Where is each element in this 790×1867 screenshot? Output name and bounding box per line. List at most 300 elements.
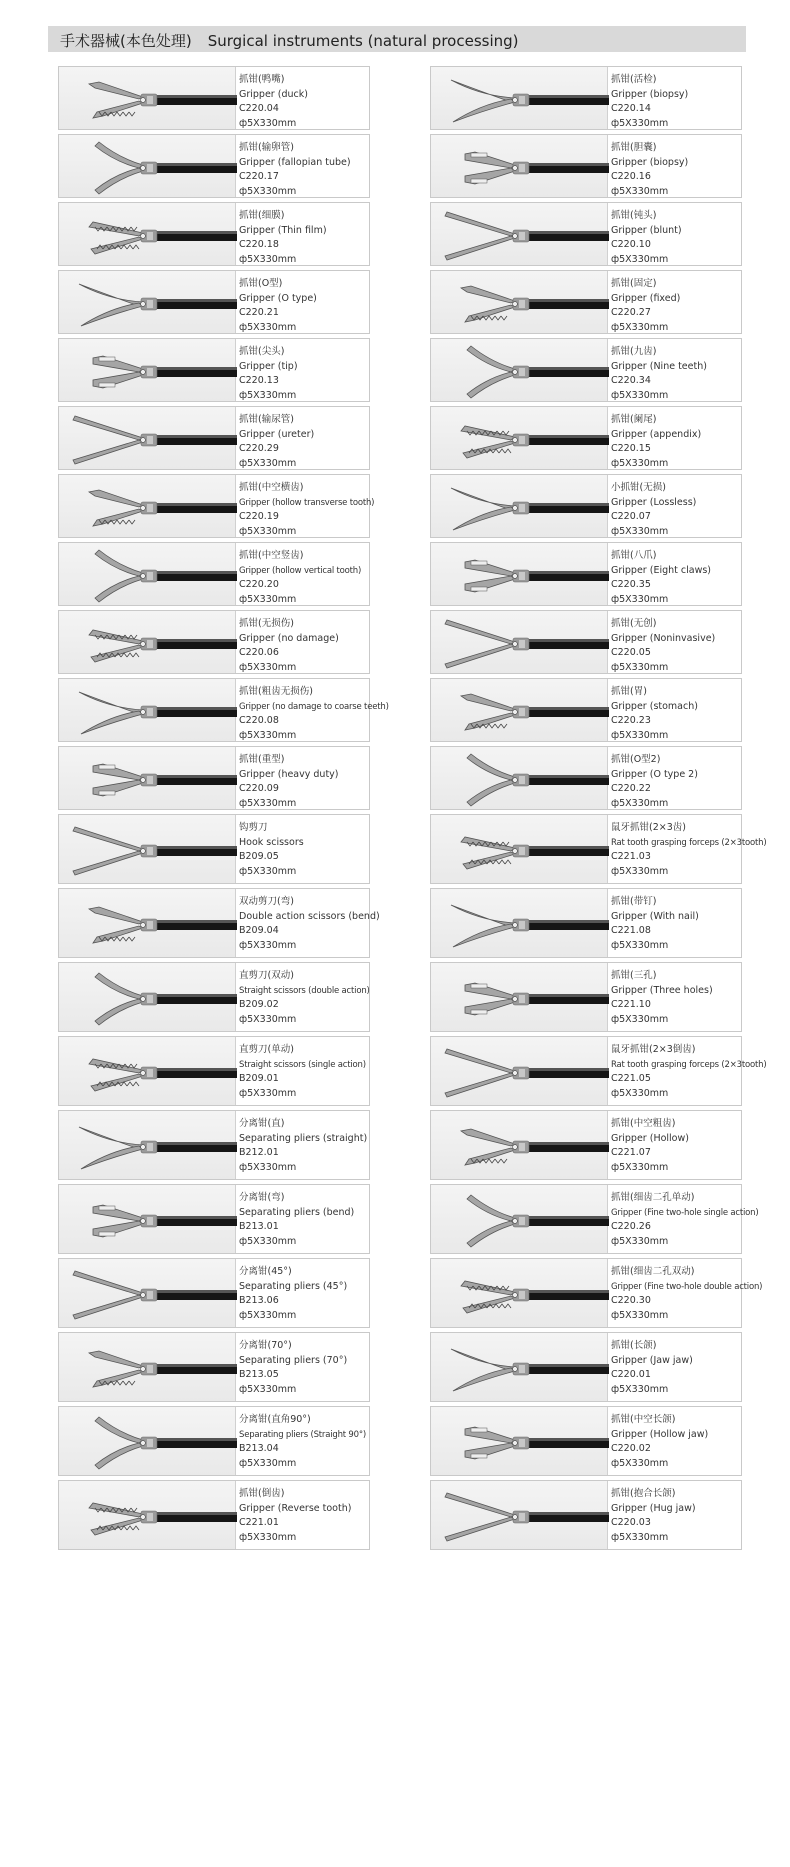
instrument-image: [431, 1407, 607, 1475]
instrument-image: [59, 889, 235, 957]
instrument-card: [58, 406, 370, 470]
instrument-info: [239, 73, 367, 131]
instrument-size: ф5X330mm: [239, 939, 297, 951]
instrument-card: [430, 1036, 767, 1106]
instrument-photo: [59, 67, 236, 129]
instrument-info: [611, 685, 739, 743]
instrument-name-english: Straight scissors (double action): [239, 985, 370, 996]
instrument-card: [430, 962, 742, 1032]
instrument-name-english: Gripper (Hug jaw): [611, 1502, 696, 1514]
instrument-name-english: Gripper (biopsy): [611, 88, 689, 100]
instrument-info: [239, 821, 367, 879]
instrument-code: C220.30: [611, 1295, 651, 1306]
instrument-photo: [431, 271, 608, 333]
instrument-code: B213.06: [239, 1295, 279, 1306]
instrument-name-chinese: 抓钳(无创): [611, 618, 657, 629]
instrument-photo: [431, 135, 608, 197]
instrument-card: [58, 1480, 370, 1550]
instrument-card: [430, 338, 742, 402]
instrument-card: [430, 746, 742, 810]
instrument-name-chinese: 抓钳(粗齿无损伤): [239, 686, 313, 697]
instrument-card: [430, 270, 742, 334]
instrument-image: [431, 543, 607, 605]
instrument-size: ф5X330mm: [239, 117, 297, 129]
instrument-code: C220.02: [611, 1443, 651, 1454]
instrument-card: [430, 474, 742, 538]
instrument-code: C220.09: [239, 783, 279, 794]
instrument-code: B209.01: [239, 1073, 279, 1084]
instrument-photo: [431, 1481, 608, 1549]
instrument-name-english: Rat tooth grasping forceps (2×3tooth): [611, 837, 767, 848]
instrument-code: C220.13: [239, 375, 279, 386]
instrument-code: C221.10: [611, 999, 651, 1010]
instrument-name-chinese: 鼠牙抓钳(2×3倒齿): [611, 1044, 696, 1055]
instrument-code: C220.23: [611, 715, 651, 726]
instrument-name-english: Gripper (ureter): [239, 428, 315, 440]
instrument-photo: [431, 1333, 608, 1401]
instrument-photo: [431, 407, 608, 469]
instrument-code: C220.19: [239, 511, 279, 522]
instrument-photo: [431, 747, 608, 809]
instrument-name-chinese: 抓钳(输尿管): [239, 414, 294, 425]
instrument-photo: [59, 407, 236, 469]
instrument-size: ф5X330mm: [239, 457, 297, 469]
instrument-name-english: Hook scissors: [239, 836, 304, 848]
instrument-photo: [431, 815, 608, 883]
instrument-name-chinese: 抓钳(输卵管): [239, 142, 294, 153]
instrument-size: ф5X330mm: [239, 1383, 297, 1395]
instrument-size: ф5X330mm: [611, 1161, 669, 1173]
instrument-image: [59, 1407, 235, 1475]
instrument-card: [430, 134, 742, 198]
instrument-size: ф5X330mm: [611, 1087, 669, 1099]
instrument-size: ф5X330mm: [239, 321, 297, 333]
instrument-size: ф5X330mm: [611, 593, 669, 605]
instrument-image: [431, 747, 607, 809]
instrument-code: C220.03: [611, 1517, 651, 1528]
instrument-info: [611, 1487, 739, 1545]
instrument-info: [611, 1265, 763, 1323]
section-title: [60, 30, 519, 51]
instrument-card: [58, 610, 370, 674]
instrument-name-chinese: 抓钳(三孔): [611, 970, 657, 981]
instrument-info: [239, 481, 375, 539]
instrument-size: ф5X330mm: [611, 661, 669, 673]
instrument-name-english: Separating pliers (45°): [239, 1280, 348, 1292]
instrument-card: [430, 678, 742, 742]
instrument-size: ф5X330mm: [611, 253, 669, 265]
instrument-photo: [431, 203, 608, 265]
instrument-code: B213.05: [239, 1369, 279, 1380]
instrument-info: [611, 1339, 739, 1397]
instrument-image: [59, 203, 235, 265]
instrument-info: [611, 549, 739, 607]
instrument-name-chinese: 抓钳(钝头): [611, 210, 657, 221]
instrument-name-chinese: 抓钳(活检): [611, 74, 657, 85]
instrument-name-chinese: 抓钳(中空横齿): [239, 482, 304, 493]
instrument-photo: [59, 339, 236, 401]
instrument-name-chinese: 抓钳(倒齿): [239, 1488, 285, 1499]
instrument-size: ф5X330mm: [239, 1087, 297, 1099]
instrument-info: [611, 753, 739, 811]
instrument-name-chinese: 直剪刀(双动): [239, 970, 294, 981]
instrument-name-chinese: 抓钳(中空长颌): [611, 1414, 676, 1425]
instrument-image: [59, 1185, 235, 1253]
instrument-name-english: Gripper (Fine two-hole double action): [611, 1281, 763, 1292]
instrument-name-english: Gripper (Noninvasive): [611, 632, 716, 644]
instrument-size: ф5X330mm: [611, 1383, 669, 1395]
instrument-info: [239, 413, 367, 471]
instrument-name-english: Gripper (With nail): [611, 910, 699, 922]
instrument-name-chinese: 抓钳(带钉): [611, 896, 657, 907]
instrument-size: ф5X330mm: [239, 185, 297, 197]
instrument-info: [239, 753, 367, 811]
instrument-code: B209.05: [239, 851, 279, 862]
instrument-name-english: Gripper (Hollow): [611, 1132, 689, 1144]
instrument-image: [431, 67, 607, 129]
instrument-image: [431, 271, 607, 333]
instrument-name-english: Rat tooth grasping forceps (2×3tooth): [611, 1059, 767, 1070]
instrument-info: [611, 1191, 759, 1249]
instrument-card: [430, 1110, 742, 1180]
instrument-image: [431, 1481, 607, 1549]
instrument-info: [239, 1413, 367, 1471]
instrument-name-chinese: 抓钳(重型): [239, 754, 285, 765]
instrument-name-chinese: 鼠牙抓钳(2×3齿): [611, 822, 686, 833]
instrument-card: [58, 888, 380, 958]
instrument-card: [58, 134, 370, 198]
instrument-photo: [59, 543, 236, 605]
instrument-info: [611, 1117, 739, 1175]
instrument-info: [239, 1265, 367, 1323]
instrument-code: B212.01: [239, 1147, 279, 1158]
instrument-photo: [431, 475, 608, 537]
instrument-image: [431, 815, 607, 883]
instrument-size: ф5X330mm: [239, 1309, 297, 1321]
instrument-size: ф5X330mm: [611, 729, 669, 741]
instrument-name-english: Gripper (Thin film): [239, 224, 327, 236]
instrument-info: [239, 209, 367, 267]
instrument-card: [430, 1332, 742, 1402]
instrument-name-english: Gripper (hollow vertical tooth): [239, 565, 362, 576]
instrument-image: [59, 815, 235, 883]
instrument-size: ф5X330mm: [611, 1309, 669, 1321]
instrument-size: ф5X330mm: [239, 1235, 297, 1247]
instrument-code: C220.34: [611, 375, 651, 386]
instrument-info: [239, 969, 370, 1027]
instrument-card: [430, 610, 742, 674]
instrument-photo: [431, 611, 608, 673]
instrument-image: [59, 1259, 235, 1327]
instrument-image: [59, 747, 235, 809]
instrument-card: [430, 406, 742, 470]
instrument-name-chinese: 抓钳(无损伤): [239, 618, 294, 629]
instrument-name-english: Separating pliers (straight): [239, 1132, 368, 1144]
instrument-image: [59, 1333, 235, 1401]
instrument-code: C220.27: [611, 307, 651, 318]
instrument-photo: [59, 963, 236, 1031]
instrument-card: [430, 1406, 742, 1476]
instrument-image: [431, 1111, 607, 1179]
instrument-card: [58, 814, 370, 884]
instrument-photo: [431, 889, 608, 957]
instrument-size: ф5X330mm: [239, 1531, 297, 1543]
instrument-code: B209.02: [239, 999, 279, 1010]
instrument-size: ф5X330mm: [611, 185, 669, 197]
instrument-photo: [431, 679, 608, 741]
instrument-info: [239, 1191, 367, 1249]
instrument-image: [59, 407, 235, 469]
instrument-image: [59, 543, 235, 605]
instrument-name-chinese: 分离钳(弯): [239, 1192, 285, 1203]
instrument-card: [430, 888, 742, 958]
instrument-info: [611, 73, 739, 131]
instrument-name-english: Gripper (biopsy): [611, 156, 689, 168]
instrument-size: ф5X330mm: [611, 117, 669, 129]
instrument-image: [59, 963, 235, 1031]
instrument-name-chinese: 分离钳(直): [239, 1118, 285, 1129]
instrument-card: [430, 202, 742, 266]
instrument-name-chinese: 抓钳(O型2): [611, 754, 661, 765]
instrument-photo: [431, 543, 608, 605]
instrument-photo: [59, 815, 236, 883]
instrument-code: B209.04: [239, 925, 279, 936]
instrument-name-english: Separating pliers (bend): [239, 1206, 355, 1218]
instrument-name-chinese: 抓钳(中空粗齿): [611, 1118, 676, 1129]
instrument-name-chinese: 小抓钳(无损): [611, 482, 666, 493]
instrument-size: ф5X330mm: [611, 1235, 669, 1247]
instrument-size: ф5X330mm: [611, 1531, 669, 1543]
instrument-card: [58, 270, 370, 334]
instrument-photo: [59, 1259, 236, 1327]
instrument-code: C220.08: [239, 715, 279, 726]
instrument-size: ф5X330mm: [239, 797, 297, 809]
instrument-size: ф5X330mm: [611, 865, 669, 877]
instrument-card: [58, 1406, 370, 1476]
instrument-name-english: Straight scissors (single action): [239, 1059, 366, 1070]
instrument-info: [239, 895, 380, 953]
instrument-photo: [431, 1111, 608, 1179]
instrument-name-english: Gripper (no damage): [239, 632, 339, 644]
instrument-code: C220.05: [611, 647, 651, 658]
instrument-card: [58, 1110, 370, 1180]
instrument-name-english: Gripper (Three holes): [611, 984, 713, 996]
instrument-image: [59, 339, 235, 401]
instrument-photo: [59, 203, 236, 265]
instrument-image: [431, 963, 607, 1031]
instrument-image: [59, 1481, 235, 1549]
instrument-code: C220.26: [611, 1221, 651, 1232]
instrument-code: B213.04: [239, 1443, 279, 1454]
instrument-info: [239, 1487, 367, 1545]
instrument-size: ф5X330mm: [611, 389, 669, 401]
instrument-size: ф5X330mm: [239, 593, 297, 605]
instrument-code: C220.04: [239, 103, 279, 114]
instrument-code: C220.06: [239, 647, 279, 658]
instrument-size: ф5X330mm: [611, 939, 669, 951]
instrument-photo: [59, 1407, 236, 1475]
instrument-image: [431, 679, 607, 741]
instrument-card: [58, 66, 370, 130]
instrument-name-chinese: 抓钳(胃): [611, 686, 647, 697]
instrument-code: C220.07: [611, 511, 651, 522]
instrument-code: C220.01: [611, 1369, 651, 1380]
instrument-image: [59, 475, 235, 537]
instrument-info: [239, 1117, 367, 1175]
instrument-photo: [59, 1037, 236, 1105]
instrument-name-english: Gripper (Lossless): [611, 496, 697, 508]
instrument-size: ф5X330mm: [611, 321, 669, 333]
instrument-info: [611, 1043, 767, 1101]
instrument-size: ф5X330mm: [611, 525, 669, 537]
instrument-name-english: Gripper (appendix): [611, 428, 702, 440]
instrument-image: [431, 203, 607, 265]
instrument-card: [58, 338, 370, 402]
instrument-photo: [431, 963, 608, 1031]
instrument-info: [611, 1413, 739, 1471]
instrument-card: [430, 814, 767, 884]
instrument-image: [431, 339, 607, 401]
instrument-code: C220.29: [239, 443, 279, 454]
instrument-name-chinese: 抓钳(尖头): [239, 346, 285, 357]
instrument-image: [59, 1037, 235, 1105]
instrument-code: C220.10: [611, 239, 651, 250]
instrument-image: [59, 67, 235, 129]
instrument-code: C221.05: [611, 1073, 651, 1084]
instrument-photo: [431, 1407, 608, 1475]
instrument-card: [430, 542, 742, 606]
instrument-image: [431, 1333, 607, 1401]
instrument-name-english: Gripper (no damage to coarse teeth): [239, 701, 389, 712]
instrument-name-english: Separating pliers (Straight 90°): [239, 1429, 366, 1440]
instrument-card: [58, 962, 370, 1032]
instrument-size: ф5X330mm: [239, 661, 297, 673]
title-english: Surgical instruments (natural processing): [207, 32, 519, 50]
instrument-name-english: Gripper (Hollow jaw): [611, 1428, 709, 1440]
instrument-name-chinese: 抓钳(胆囊): [611, 142, 657, 153]
instrument-image: [59, 679, 235, 741]
instrument-card: [430, 1258, 763, 1328]
instrument-name-english: Double action scissors (bend): [239, 910, 380, 922]
instrument-info: [611, 141, 739, 199]
instrument-code: C221.07: [611, 1147, 651, 1158]
instrument-photo: [431, 1259, 608, 1327]
instrument-name-english: Separating pliers (70°): [239, 1354, 348, 1366]
instrument-photo: [431, 67, 608, 129]
instrument-name-chinese: 抓钳(细膜): [239, 210, 285, 221]
instrument-size: ф5X330mm: [239, 525, 297, 537]
instrument-code: C220.22: [611, 783, 651, 794]
instrument-name-english: Gripper (O type): [239, 292, 317, 304]
instrument-info: [239, 141, 367, 199]
instrument-info: [239, 1043, 367, 1101]
instrument-image: [431, 611, 607, 673]
instrument-info: [611, 413, 739, 471]
instrument-name-chinese: 抓钳(抱合长颌): [611, 1488, 676, 1499]
instrument-code: C220.16: [611, 171, 651, 182]
title-chinese: 手术器械(本色处理): [60, 32, 192, 50]
instrument-name-chinese: 抓钳(固定): [611, 278, 657, 289]
instrument-info: [239, 617, 367, 675]
instrument-info: [611, 969, 739, 1027]
instrument-photo: [59, 747, 236, 809]
instrument-name-chinese: 抓钳(九齿): [611, 346, 657, 357]
instrument-photo: [59, 135, 236, 197]
instrument-card: [58, 1184, 370, 1254]
instrument-name-chinese: 抓钳(八爪): [611, 550, 657, 561]
instrument-code: C221.01: [239, 1517, 279, 1528]
instrument-name-english: Gripper (O type 2): [611, 768, 698, 780]
instrument-image: [431, 1259, 607, 1327]
instrument-card: [58, 542, 370, 606]
instrument-code: B213.01: [239, 1221, 279, 1232]
section-header: [48, 26, 746, 52]
instrument-size: ф5X330mm: [239, 865, 297, 877]
instrument-photo: [59, 611, 236, 673]
instrument-name-english: Gripper (tip): [239, 360, 298, 372]
instrument-photo: [59, 1481, 236, 1549]
instrument-name-english: Gripper (Eight claws): [611, 564, 711, 576]
instrument-card: [58, 1332, 370, 1402]
instrument-name-english: Gripper (heavy duty): [239, 768, 339, 780]
instrument-name-english: Gripper (stomach): [611, 700, 698, 712]
instrument-code: C220.15: [611, 443, 651, 454]
instrument-size: ф5X330mm: [611, 1013, 669, 1025]
instrument-size: ф5X330mm: [239, 1013, 297, 1025]
instrument-code: C221.08: [611, 925, 651, 936]
instrument-code: C220.18: [239, 239, 279, 250]
instrument-photo: [59, 1333, 236, 1401]
instrument-image: [59, 135, 235, 197]
instrument-image: [431, 1185, 607, 1253]
instrument-name-chinese: 分离钳(70°): [239, 1340, 292, 1351]
instrument-image: [431, 1037, 607, 1105]
instrument-code: C220.14: [611, 103, 651, 114]
instrument-size: ф5X330mm: [239, 729, 297, 741]
instrument-name-english: Gripper (fixed): [611, 292, 681, 304]
instrument-image: [59, 611, 235, 673]
instrument-code: C220.21: [239, 307, 279, 318]
instrument-size: ф5X330mm: [611, 1457, 669, 1469]
instrument-name-english: Gripper (fallopian tube): [239, 156, 351, 168]
instrument-info: [239, 345, 367, 403]
instrument-photo: [431, 339, 608, 401]
instrument-size: ф5X330mm: [611, 797, 669, 809]
instrument-info: [239, 549, 367, 607]
instrument-card: [430, 1480, 742, 1550]
instrument-card: [58, 474, 375, 538]
instrument-info: [239, 277, 367, 335]
instrument-info: [611, 209, 739, 267]
instrument-image: [59, 1111, 235, 1179]
instrument-card: [58, 1036, 370, 1106]
instrument-photo: [59, 1185, 236, 1253]
instrument-size: ф5X330mm: [239, 389, 297, 401]
instrument-name-chinese: 分离钳(45°): [239, 1266, 292, 1277]
instrument-name-chinese: 抓钳(长颌): [611, 1340, 657, 1351]
instrument-info: [239, 1339, 367, 1397]
instrument-image: [431, 889, 607, 957]
instrument-name-chinese: 钩剪刀: [239, 822, 268, 833]
instrument-name-chinese: 抓钳(细齿二孔双动): [611, 1266, 695, 1277]
instrument-name-english: Gripper (duck): [239, 88, 308, 100]
instrument-name-chinese: 分离钳(直角90°): [239, 1414, 311, 1425]
instrument-name-english: Gripper (Reverse tooth): [239, 1502, 352, 1514]
instrument-image: [59, 271, 235, 333]
instrument-info: [239, 685, 389, 743]
instrument-name-chinese: 抓钳(阑尾): [611, 414, 657, 425]
instrument-code: C220.20: [239, 579, 279, 590]
